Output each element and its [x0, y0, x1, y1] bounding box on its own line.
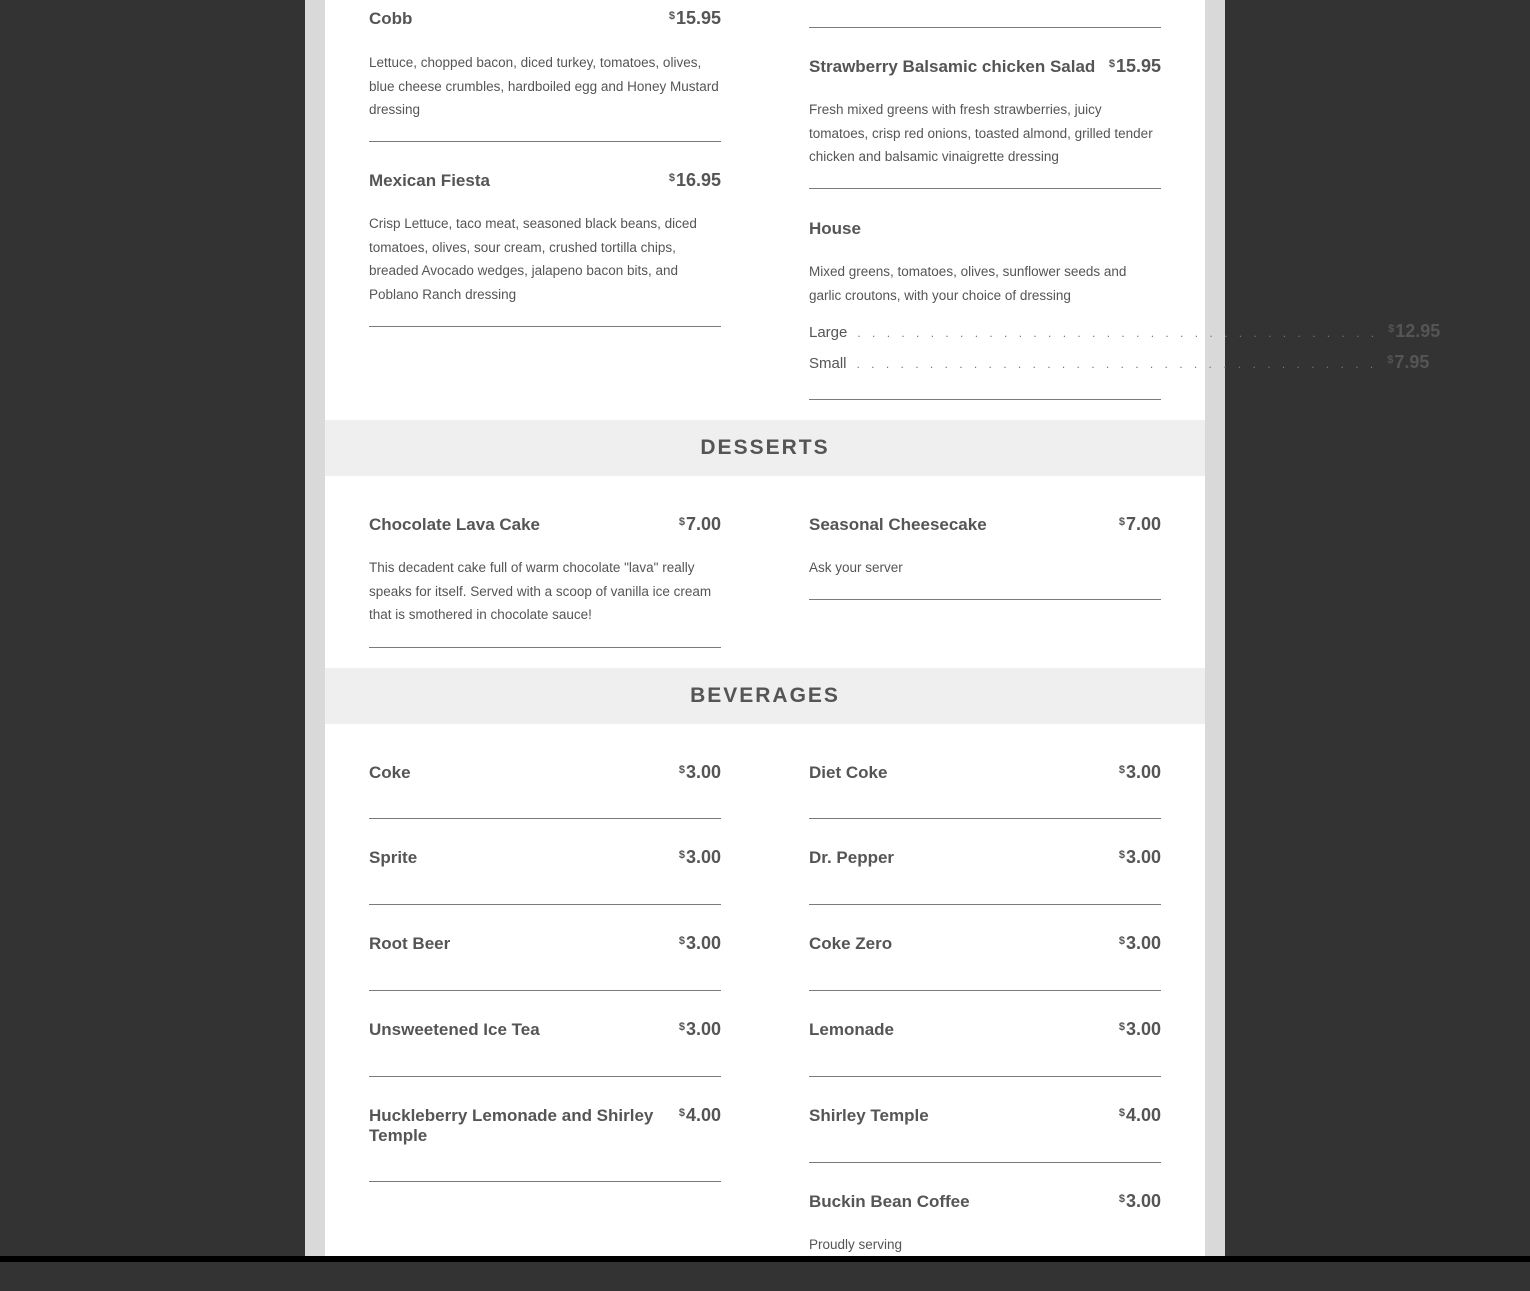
menu-item-seasonal-cheesecake: [809, 514, 1161, 600]
item-price: $4.00: [1118, 1105, 1161, 1125]
menu-item-partial: [809, 0, 1161, 28]
currency-symbol: $: [678, 764, 685, 776]
item-description: This decadent cake full of warm chocolate "lava" really speaks for itself. Served with a scoop of vanilla ice cream that is smothered in chocolate sauce!: [369, 560, 712, 623]
currency-symbol: $: [1118, 1107, 1125, 1119]
item-description: Lettuce, chopped bacon, diced turkey, tomatoes, olives, blue cheese crumbles, hardboiled egg and Honey Mustard dressing: [369, 55, 719, 118]
size-label: Large: [809, 324, 848, 342]
item-price: $16.95: [668, 170, 721, 190]
menu-page: [325, 0, 1441, 1256]
dot-leader: . . . . . . . . . . . . . . . . . . . . . . . . . . . . . . . . . . . .: [857, 326, 1379, 341]
item-price: $7.00: [678, 514, 721, 534]
currency-symbol: $: [1118, 764, 1125, 776]
item-price: $15.95: [668, 8, 721, 28]
dot-leader: . . . . . . . . . . . . . . . . . . . . . . . . . . . . . . . . . . . .: [856, 357, 1378, 372]
menu-frame: [305, 0, 1441, 1256]
currency-symbol: $: [1118, 1021, 1125, 1033]
item-price: $3.00: [678, 762, 721, 782]
currency-symbol: $: [678, 1021, 685, 1033]
item-name: Seasonal Cheesecake: [809, 515, 987, 534]
size-option-large: [809, 321, 1441, 352]
item-price: $3.00: [678, 933, 721, 953]
item-name: Dr. Pepper: [809, 848, 895, 867]
currency-symbol: $: [1118, 516, 1125, 528]
item-price: $3.00: [1118, 847, 1161, 867]
section-title: BEVERAGES: [690, 684, 840, 707]
menu-item-lemonade: [809, 1019, 1161, 1077]
currency-symbol: $: [678, 935, 685, 947]
size-options: [809, 321, 1441, 383]
item-description: Mixed greens, tomatoes, olives, sunflower seeds and garlic croutons, with your choice of dressing: [809, 264, 1127, 303]
menu-item-huckleberry-lemonade: [369, 1105, 721, 1182]
currency-symbol: $: [1387, 354, 1394, 367]
section-title: DESSERTS: [700, 436, 830, 459]
size-price: $7.95: [1387, 352, 1430, 373]
menu-item-coke-zero: [809, 933, 1161, 991]
item-name: Mexican Fiesta: [369, 171, 490, 190]
item-name: Diet Coke: [809, 763, 888, 782]
item-name: Coke: [369, 763, 411, 782]
menu-item-mexican-fiesta: [369, 170, 721, 327]
item-price: $4.00: [678, 1105, 721, 1125]
item-name: Coke Zero: [809, 934, 893, 953]
item-price: $7.00: [1118, 514, 1161, 534]
item-name: Chocolate Lava Cake: [369, 515, 541, 534]
currency-symbol: $: [1118, 935, 1125, 947]
item-name: Unsweetened Ice Tea: [369, 1020, 540, 1039]
item-description: Proudly serving: [809, 1237, 903, 1252]
item-name: Strawberry Balsamic chicken Salad: [809, 57, 1096, 76]
item-name: Shirley Temple: [809, 1106, 929, 1125]
menu-item-coke: [369, 762, 721, 819]
item-price: $3.00: [1118, 1019, 1161, 1039]
menu-item-chocolate-lava-cake: [369, 514, 721, 648]
item-price: $3.00: [1118, 1191, 1161, 1211]
item-name: House: [809, 219, 861, 238]
item-description: Fresh mixed greens with fresh strawberries, juicy tomatoes, crisp red onions, toasted almond, grilled tender chicken and balsamic vinaigrette dressing: [809, 102, 1153, 165]
item-name: Buckin Bean Coffee: [809, 1192, 970, 1211]
size-price: $12.95: [1388, 321, 1441, 342]
item-name: Lemonade: [809, 1020, 895, 1039]
menu-item-root-beer: [369, 933, 721, 991]
item-price: $3.00: [1118, 933, 1161, 953]
item-name: Cobb: [369, 9, 413, 28]
item-name: Sprite: [369, 848, 418, 867]
menu-item-buckin-bean-coffee: [809, 1191, 1161, 1291]
currency-symbol: $: [668, 172, 675, 184]
bottom-edge: [0, 1256, 1530, 1262]
item-description: Crisp Lettuce, taco meat, seasoned black beans, diced tomatoes, olives, sour cream, crushed tortilla chips, breaded Avocado wedges, jalapeno bacon bits, and Poblano Ranch dressing: [369, 216, 697, 302]
item-description: [809, 0, 1161, 4]
currency-symbol: $: [668, 10, 675, 22]
currency-symbol: $: [678, 849, 685, 861]
menu-item-shirley-temple: [809, 1105, 1161, 1163]
item-price: $3.00: [678, 1019, 721, 1039]
currency-symbol: $: [1118, 1193, 1125, 1205]
menu-item-cobb: [369, 8, 721, 142]
size-label: Small: [809, 355, 847, 373]
item-name: Huckleberry Lemonade and Shirley Temple: [369, 1106, 654, 1145]
currency-symbol: $: [678, 1107, 685, 1119]
currency-symbol: $: [678, 516, 685, 528]
item-name: Root Beer: [369, 934, 451, 953]
section-header-beverages: [325, 668, 1205, 724]
currency-symbol: $: [1108, 58, 1115, 70]
menu-item-strawberry-balsamic: [809, 56, 1161, 189]
currency-symbol: $: [1388, 323, 1395, 336]
item-price: $3.00: [1118, 762, 1161, 782]
menu-item-diet-coke: [809, 762, 1161, 819]
menu-item-house: [809, 218, 1441, 400]
menu-item-dr-pepper: [809, 847, 1161, 905]
item-price: $15.95: [1108, 56, 1161, 76]
section-header-desserts: [325, 420, 1205, 476]
item-price: $3.00: [678, 847, 721, 867]
menu-item-sprite: [369, 847, 721, 905]
currency-symbol: $: [1118, 849, 1125, 861]
size-option-small: [809, 352, 1430, 383]
item-description: Ask your server: [809, 560, 903, 575]
menu-item-unsweetened-ice-tea: [369, 1019, 721, 1077]
